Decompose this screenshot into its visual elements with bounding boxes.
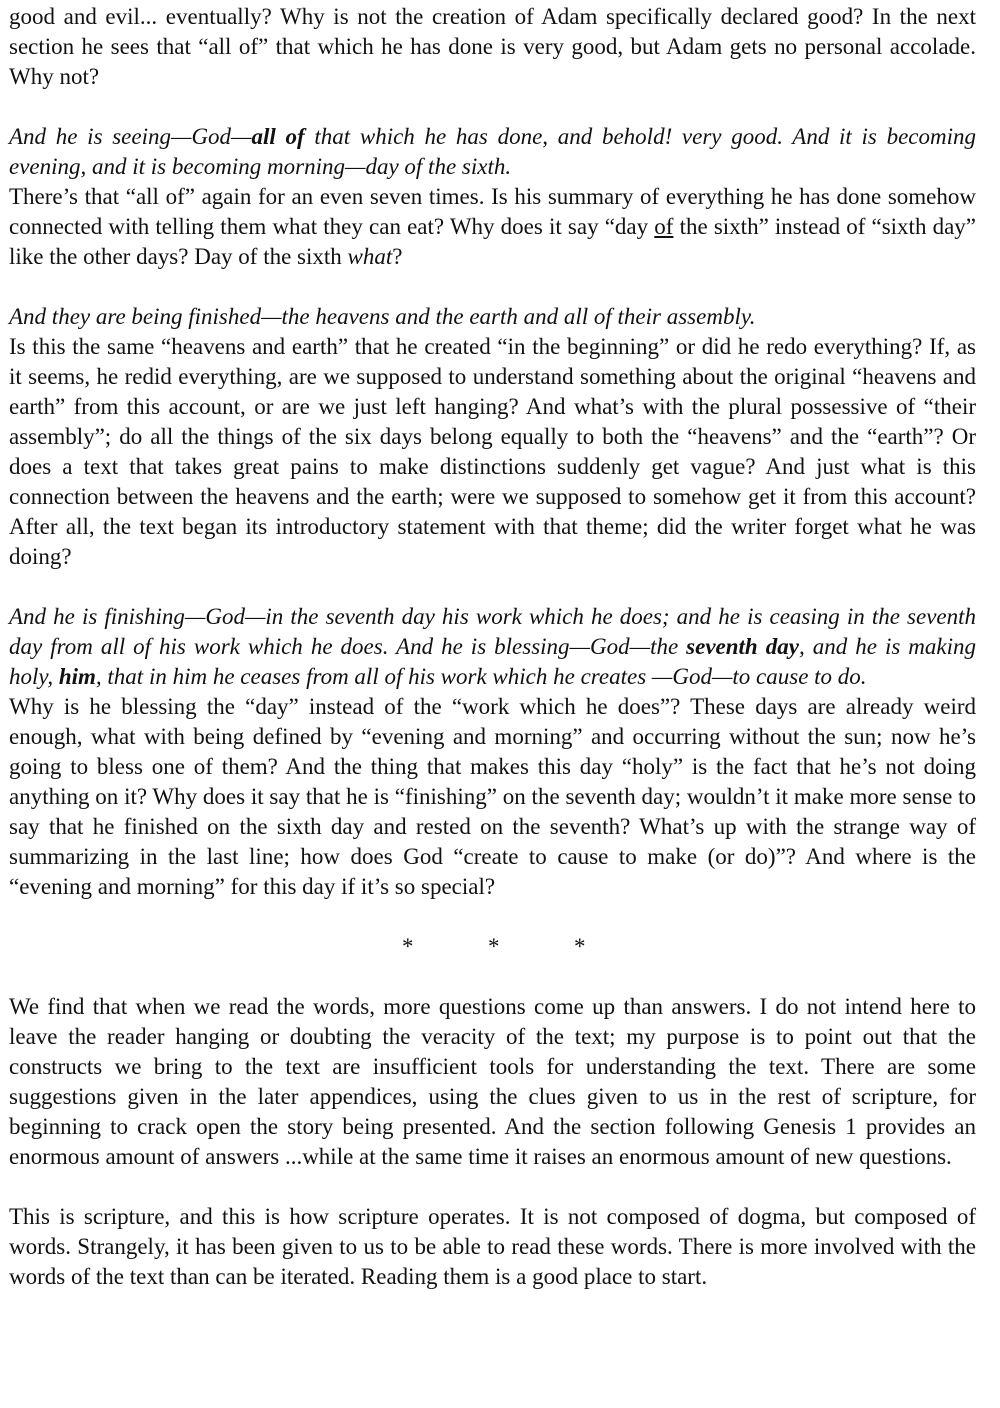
underlined-word: of (654, 214, 674, 239)
paragraph-all-of-questions (9, 182, 976, 272)
quote-text: that which he has done, and behold! very good. And it is becoming evening, and it is becoming morning—day of the sixth. (9, 124, 976, 179)
quote-emphasis: him (58, 664, 96, 689)
section-separator (9, 932, 976, 962)
italic-word: what (347, 244, 393, 269)
paragraph-heavens-earth-questions: Is this the same “heavens and earth” that he created “in the beginning” or did he redo everything? If, as it seems, he redid everything, are we supposed to understand something about the original “heavens and earth” from this account, or are we just left hanging? And what’s with the plural possessive of “their assembly”; do all the things of the six days belong equally to both the “heavens” and the “earth”? Or does a text that takes great pains to make distinctions suddenly get vague? And just what is this connection between the heavens and the earth; were we supposed to somehow get it from this account? After all, the text began its introductory statement with that theme; did the writer forget what he was doing? (9, 334, 976, 569)
scripture-quote-seventh-day (9, 602, 976, 692)
scripture-quote-finished: And they are being finished—the heavens and the earth and all of their assembly. (9, 304, 756, 329)
paragraph-closing: This is scripture, and this is how scripture operates. It is not composed of dogma, but composed of words. Strangely, it has been given to us to be able to read these words. There is more involved with the words of the text than can be iterated. Reading them is a good place to start. (9, 1204, 976, 1289)
quote-emphasis: seventh day (686, 634, 799, 659)
scripture-quote-sixth-day (9, 122, 976, 182)
body-text: There’s that “all of” again for an even seven times. Is his summary of everything he has done somehow connected with telling them what they can eat? Why does it say “day (9, 184, 976, 239)
separator-asterisk: * (574, 934, 586, 959)
paragraph-gap (9, 962, 976, 992)
body-text: the sixth” instead of “sixth day” like the other days? Day of the sixth (9, 214, 977, 269)
paragraph-gap (9, 902, 976, 932)
paragraph-adam-questions: good and evil... eventually? Why is not the creation of Adam specifically declared good? In the next section he sees that “all of” that which he has done is very good, but Adam gets no personal accolade. Why not? (9, 4, 976, 89)
quote-text: , that in him he ceases from all of his work which he creates —God—to cause to do. (95, 664, 867, 689)
paragraph-gap (9, 92, 976, 122)
paragraph-gap (9, 1172, 976, 1202)
body-text: ? (392, 244, 403, 269)
paragraph-gap (9, 272, 976, 302)
paragraph-seventh-day-questions: Why is he blessing the “day” instead of the “work which he does”? These days are already weird enough, what with being defined by “evening and morning” and occurring without the sun; now he’s going to bless one of them? And the thing that makes this day “holy” is the fact that he’s not doing anything on it? Why does it say that he is “finishing” on the seventh day; wouldn’t it make more sense to say that he finished on the sixth day and rested on the seventh? What’s up with the strange way of summarizing in the last line; how does God “create to cause to make (or do)”? And where is the “evening and morning” for this day if it’s so special? (9, 694, 976, 899)
paragraph-conclusion: We find that when we read the words, more questions come up than answers. I do not intend here to leave the reader hanging or doubting the veracity of the text; my purpose is to point out that the constructs we bring to the text are insufficient tools for understanding the text. There are some suggestions given in the later appendices, using the clues given to us in the rest of scripture, for beginning to crack open the story being presented. And the section following Genesis 1 provides an enormous amount of answers ...while at the same time it raises an enormous amount of new questions. (9, 994, 976, 1169)
separator-asterisk: * (402, 934, 414, 959)
paragraph-gap (9, 572, 976, 602)
quote-text: And he is seeing—God— (9, 124, 252, 149)
quote-emphasis: all of (251, 124, 305, 149)
quote-text: And he is finishing—God—in the seventh day his work which he does; and he is ceasing in the seventh day from all of his work which he does. And he is blessing—God—the (9, 604, 976, 659)
quote-text: , and he is making holy, (9, 634, 976, 689)
separator-asterisk: * (488, 934, 500, 959)
